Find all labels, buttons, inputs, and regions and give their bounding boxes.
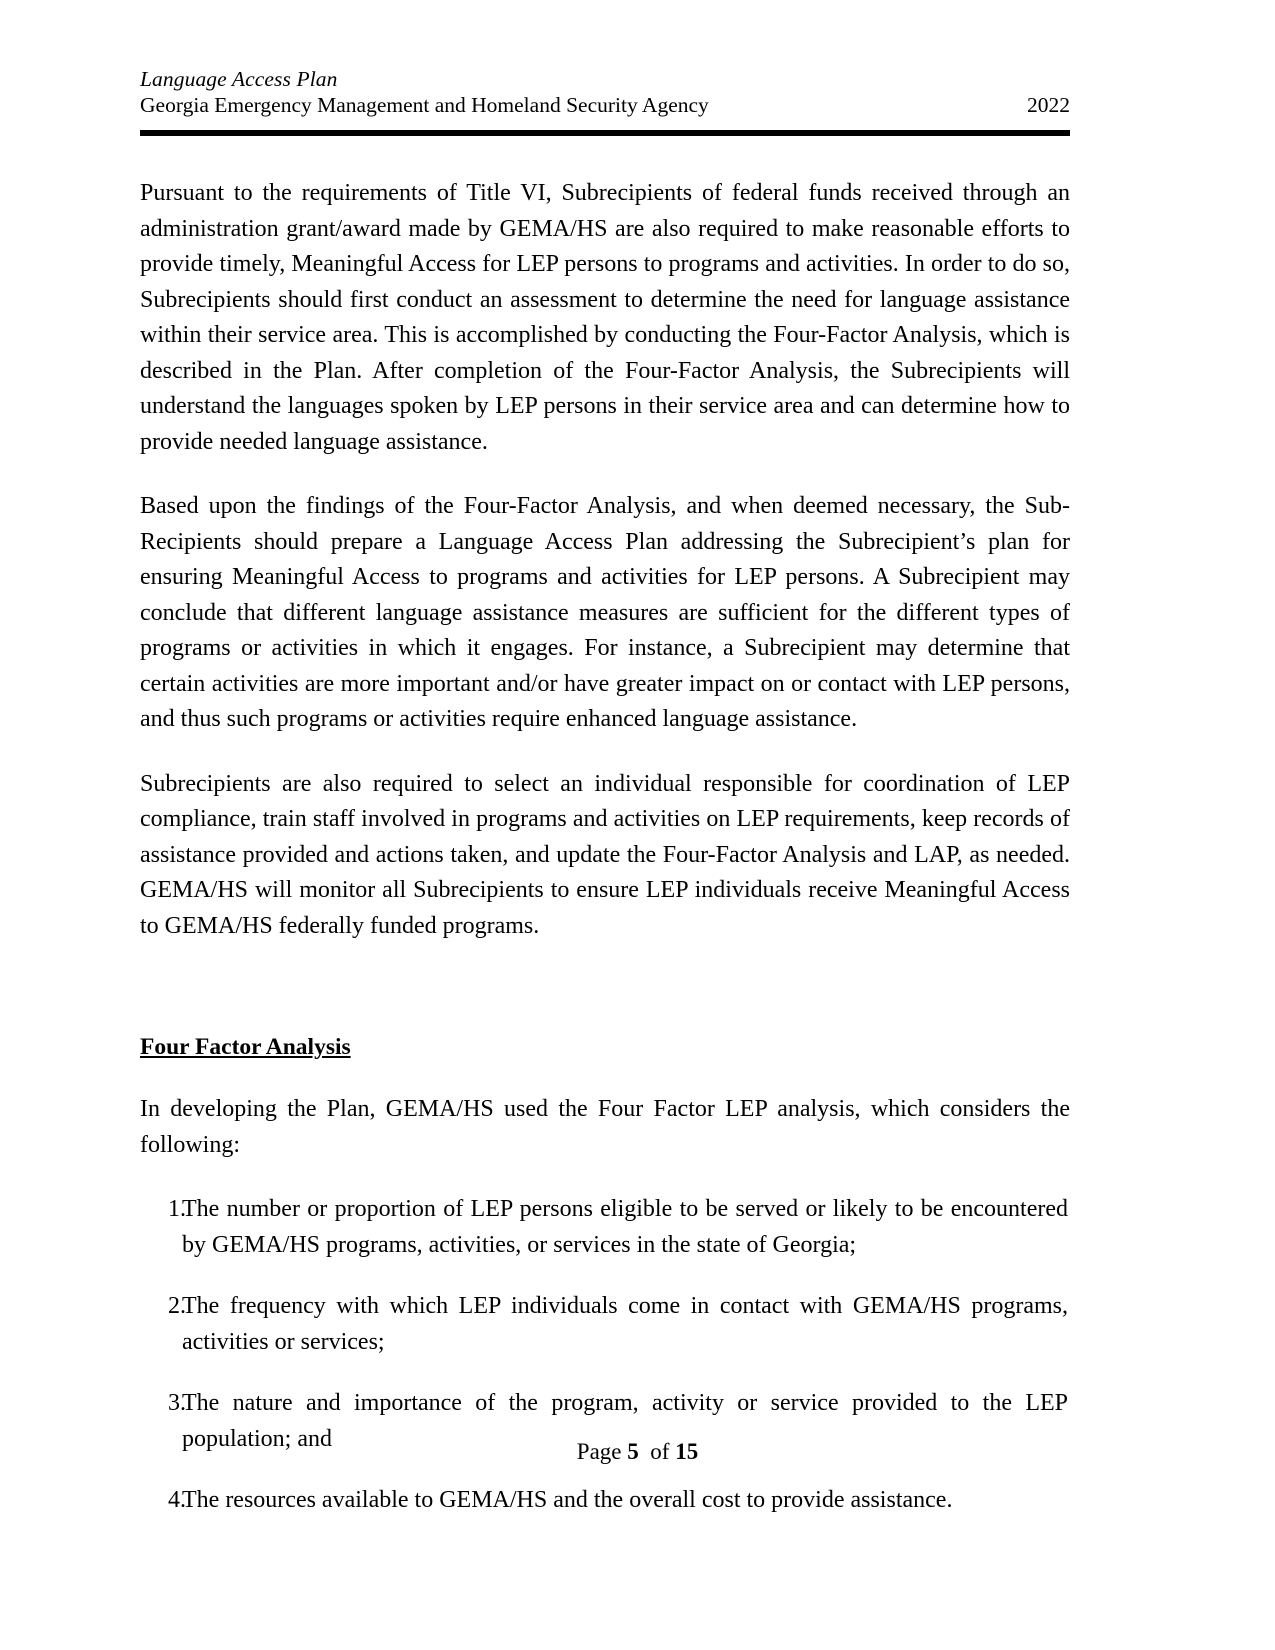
header-document-title: Language Access Plan xyxy=(140,67,338,91)
footer-page-number: 5 xyxy=(627,1439,639,1464)
page-footer xyxy=(0,1438,1275,1466)
list-item-label: The frequency with which LEP individuals come in contact with GEMA/HS programs, activities or services; xyxy=(182,1293,1068,1355)
section-heading-four-factor-analysis: Four Factor Analysis xyxy=(140,1034,351,1060)
header-agency-name: Georgia Emergency Management and Homeland Security Agency xyxy=(140,93,709,117)
list-item xyxy=(140,1289,1070,1360)
list-item xyxy=(140,1483,1070,1519)
header-agency-row xyxy=(140,92,1070,118)
page-content xyxy=(140,0,1070,1545)
footer-total-pages: 15 xyxy=(675,1439,699,1464)
header-year: 2022 xyxy=(1027,93,1070,117)
paragraph-lep-coordination: Subrecipients are also required to select an individual responsible for coordination of LEP compliance, train staff involved in programs and activities on LEP requirements, keep records of assistance provided and actions taken, and update the Four-Factor Analysis and LAP, as needed. GEMA/HS will monitor all Subrecipients to ensure LEP individuals receive Meaningful Access to GEMA/HS federally funded programs. xyxy=(140,770,1070,939)
paragraph-four-factor-intro: In developing the Plan, GEMA/HS used the Four Factor LEP analysis, which considers the following: xyxy=(140,1096,1070,1158)
body-text xyxy=(140,176,1070,944)
section-heading-wrap xyxy=(140,1032,1070,1062)
four-factor-list xyxy=(140,1192,1070,1519)
list-item-label: The number or proportion of LEP persons eligible to be served or likely to be encountered by GEMA/HS programs, activities, or services in the state of Georgia; xyxy=(182,1196,1068,1258)
paragraph-title-vi-requirements: Pursuant to the requirements of Title VI, Subrecipients of federal funds received through an administration grant/award made by GEMA/HS are also required to make reasonable efforts to provide timely, Meaningful Access for LEP persons to programs and activities. In order to do so, Subrecipients should first conduct an assessment to determine the need for language assistance within their service area. This is accomplished by conducting the Four-Factor Analysis, which is described in the Plan. After completion of the Four-Factor Analysis, the Subrecipients will understand the languages spoken by LEP persons in their service area and can determine how to provide needed language assistance. xyxy=(140,180,1070,455)
list-item-number: 3. xyxy=(168,1390,186,1416)
list-item-number: 4. xyxy=(168,1487,186,1513)
list-item-label: The resources available to GEMA/HS and the overall cost to provide assistance. xyxy=(182,1487,953,1513)
list-item-label: The nature and importance of the program, activity or service provided to the LEP population; and xyxy=(182,1390,1068,1452)
list-item xyxy=(140,1192,1070,1263)
header-divider-rule xyxy=(140,130,1070,136)
page-header xyxy=(140,0,1070,136)
footer-of-label: of xyxy=(650,1439,670,1464)
list-item-number: 2. xyxy=(168,1293,186,1319)
paragraph-four-factor-findings: Based upon the findings of the Four-Factor Analysis, and when deemed necessary, the Sub-Recipients should prepare a Language Access Plan addressing the Subrecipient’s plan for ensuring Meaningful Access to programs and activities for LEP persons. A Subrecipient may conclude that different language assistance measures are sufficient for the different types of programs or activities in which it engages. For instance, a Subrecipient may determine that certain activities are more important and/or have greater impact on or contact with LEP persons, and thus such programs or activities require enhanced language assistance. xyxy=(140,493,1070,732)
list-item-number: 1. xyxy=(168,1196,186,1222)
footer-page-label: Page xyxy=(576,1439,622,1464)
